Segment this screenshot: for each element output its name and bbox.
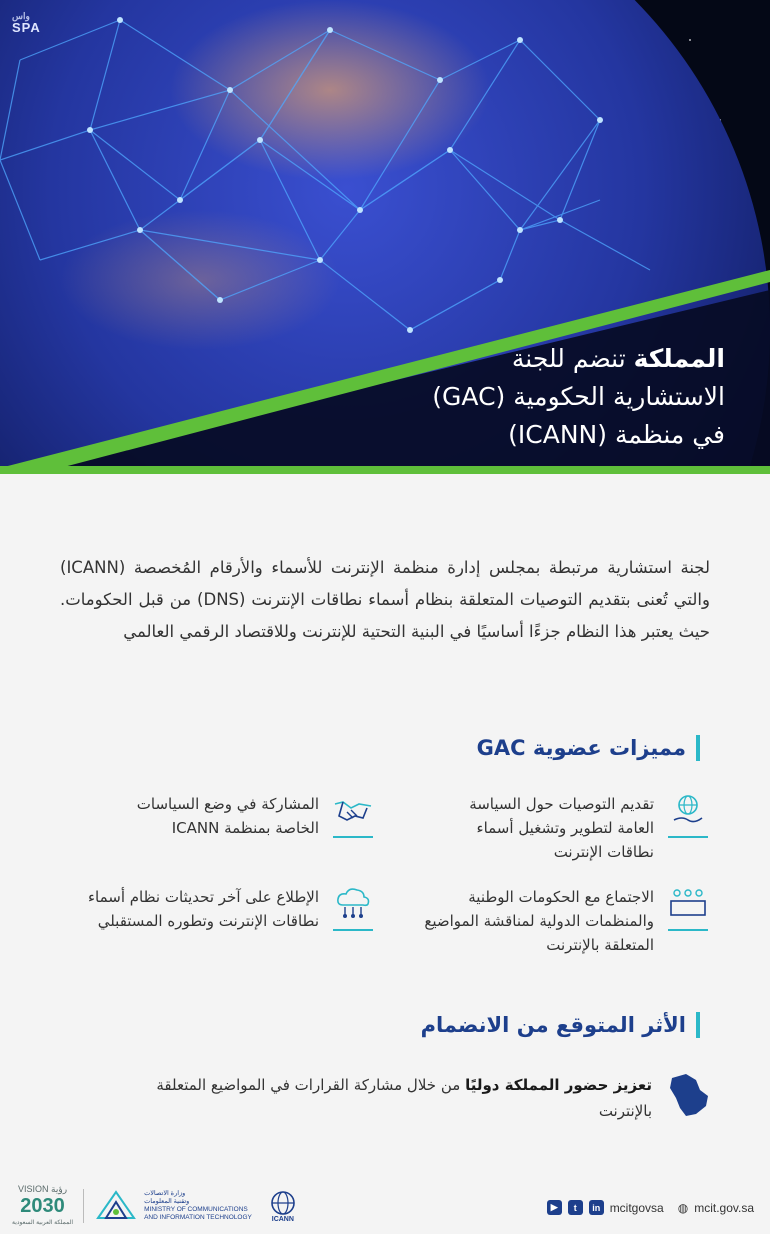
- title-bold: المملكة: [633, 344, 725, 373]
- feature-item-updates: [55, 885, 375, 933]
- linkedin-icon[interactable]: in: [589, 1200, 604, 1215]
- mcit-emblem-icon: [94, 1188, 138, 1224]
- feature-text: الإطلاع على آخر تحديثات نظام أسماء نطاقات الإنترنت وتطوره المستقبلي: [87, 888, 319, 930]
- icann-label: ICANN: [271, 1215, 294, 1223]
- vision-2030-logo: [12, 1182, 73, 1230]
- heading-accent-bar: [696, 1012, 700, 1038]
- icon-underline: [668, 836, 708, 838]
- heading-accent-bar: [696, 735, 700, 761]
- features-heading: [477, 735, 700, 761]
- feature-item-policy: [410, 792, 710, 864]
- footer-logos: [12, 1182, 296, 1230]
- feature-text: المشاركة في وضع السياسات الخاصة بمنظمة ICANN: [136, 795, 319, 837]
- vision-year: 2030: [20, 1195, 65, 1217]
- intro-paragraph: لجنة استشارية مرتبطة بمجلس إدارة منظمة الإنترنت للأسماء والأرقام المُخصصة (ICANN) والتي تُعنى بتقديم التوصيات المتعلقة بنظام أسماء نطاقات الإنترنت (DNS) من قبل الحكومات. حيث يعتبر هذا النظام جزءًا أساسيًا في البنية التحتية للإنترنت وللاقتصاد الرقمي العالمي: [60, 558, 710, 641]
- impact-bold: تعزيز حضور المملكة دوليًا: [465, 1076, 652, 1094]
- icon-underline: [668, 929, 708, 931]
- icann-globe-icon: [270, 1190, 296, 1216]
- icon-underline: [333, 836, 373, 838]
- twitter-icon[interactable]: t: [568, 1200, 583, 1215]
- footer-contacts: [541, 1200, 754, 1215]
- title-line3: في منظمة (ICANN): [508, 420, 725, 449]
- handshake-icon: [333, 792, 373, 828]
- logo-divider: [83, 1189, 84, 1223]
- website-link[interactable]: mcit.gov.sa: [694, 1200, 754, 1215]
- social-handle[interactable]: mcitgovsa: [609, 1200, 664, 1215]
- meeting-icon: [668, 885, 708, 921]
- icann-logo: [270, 1190, 296, 1223]
- impact-title: الأثر المتوقع من الانضمام: [420, 1013, 686, 1037]
- feature-item-participation: [75, 792, 375, 840]
- ministry-en-2: AND INFORMATION TECHNOLOGY: [144, 1214, 252, 1221]
- mcit-logo: [94, 1188, 252, 1224]
- saudi-map-icon: [666, 1072, 710, 1120]
- web-globe-icon: ◍: [677, 1200, 689, 1215]
- impact-rest: من خلال مشاركة القرارات في المواضيع المتعلقة بالإنترنت: [156, 1076, 652, 1120]
- feature-item-meeting: [410, 885, 710, 957]
- ministry-ar-1: وزارة الاتصالات: [144, 1190, 186, 1197]
- ministry-ar-2: وتقنية المعلومات: [144, 1198, 190, 1205]
- title-line2: الاستشارية الحكومية (GAC): [432, 382, 725, 411]
- feature-text: تقديم التوصيات حول السياسة العامة لتطوير وتشغيل أسماء نطاقات الإنترنت: [469, 795, 654, 861]
- ministry-en-1: MINISTRY OF COMMUNICATIONS: [144, 1206, 248, 1213]
- icon-underline: [333, 929, 373, 931]
- spa-logo-latin: SPA: [12, 20, 41, 35]
- impact-text: [132, 1072, 652, 1124]
- features-title: مميزات عضوية GAC: [476, 736, 686, 760]
- hero-banner: [0, 0, 770, 490]
- feature-text: الاجتماع مع الحكومات الوطنية والمنظمات الدولية لمناقشة المواضيع المتعلقة بالإنترنت: [424, 888, 654, 954]
- vision-label: VISION رؤية: [18, 1184, 68, 1194]
- impact-item: [132, 1072, 710, 1124]
- spa-logo-arabic: واس: [12, 11, 30, 21]
- youtube-icon[interactable]: ▶: [547, 1200, 562, 1215]
- impact-heading: [421, 1012, 700, 1038]
- page-title: [165, 340, 725, 454]
- spa-logo: [12, 10, 41, 34]
- title-line1: تنضم للجنة: [511, 344, 626, 373]
- cloud-network-icon: [333, 885, 373, 921]
- globe-hand-icon: [670, 792, 706, 828]
- vision-sub: المملكة العربية السعودية: [12, 1220, 74, 1226]
- footer: [0, 1180, 770, 1234]
